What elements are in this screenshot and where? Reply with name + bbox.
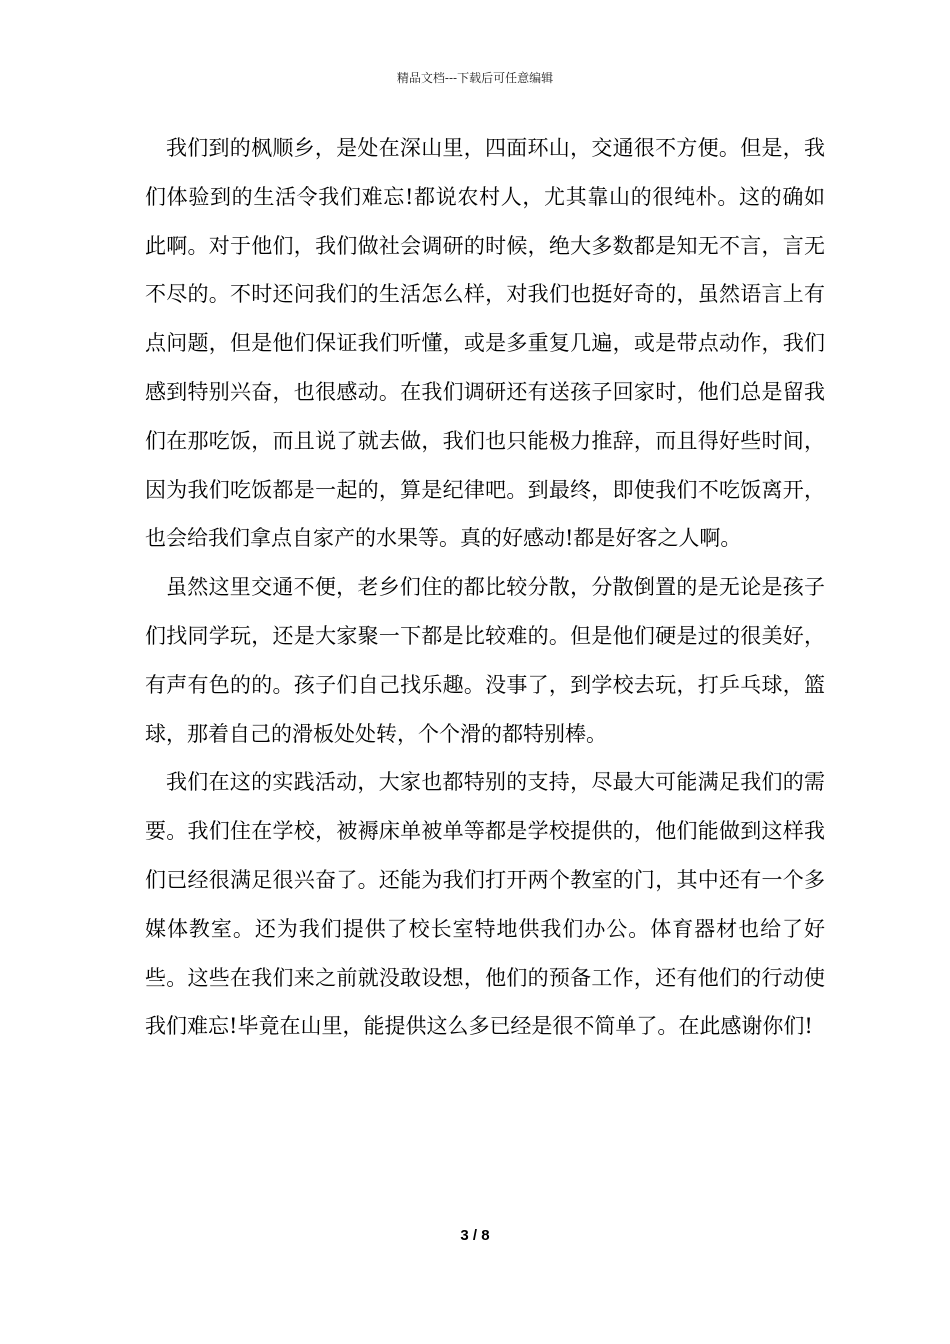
- document-body: [145, 124, 825, 1051]
- paragraph-1: 我们到的枫顺乡，是处在深山里，四面环山，交通很不方便。但是，我们体验到的生活令我们难忘!都说农村人，尤其靠山的很纯朴。这的确如此啊。对于他们，我们做社会调研的时候，绝大多数都是知无不言，言无不尽的。不时还问我们的生活怎么样，对我们也挺好奇的，虽然语言上有点问题，但是他们保证我们听懂，或是多重复几遍，或是带点动作，我们感到特别兴奋，也很感动。在我们调研还有送孩子回家时，他们总是留我们在那吃饭，而且说了就去做，我们也只能极力推辞，而且得好些时间，因为我们吃饭都是一起的，算是纪律吧。到最终，即使我们不吃饭离开，也会给我们拿点自家产的水果等。真的好感动!都是好客之人啊。: [145, 136, 825, 551]
- paragraph-2: 虽然这里交通不便，老乡们住的都比较分散，分散倒置的是无论是孩子们找同学玩，还是大家聚一下都是比较难的。但是他们硬是过的很美好，有声有色的的。孩子们自己找乐趣。没事了，到学校去玩，打乒乓球，篮球，那着自己的滑板处处转，个个滑的都特别棒。: [145, 575, 825, 746]
- paragraph-3: 我们在这的实践活动，大家也都特别的支持，尽最大可能满足我们的需要。我们住在学校，被褥床单被单等都是学校提供的，他们能做到这样我们已经很满足很兴奋了。还能为我们打开两个教室的门，其中还有一个多媒体教室。还为我们提供了校长室特地供我们办公。体育器材也给了好些。这些在我们来之前就没敢设想，他们的预备工作，还有他们的行动使我们难忘!毕竟在山里，能提供这么多已经是很不简单了。在此感谢你们!: [145, 770, 825, 1039]
- page-header: 精品文档---下载后可任意编辑: [396, 71, 554, 85]
- page-number: 3 / 8: [460, 1227, 490, 1244]
